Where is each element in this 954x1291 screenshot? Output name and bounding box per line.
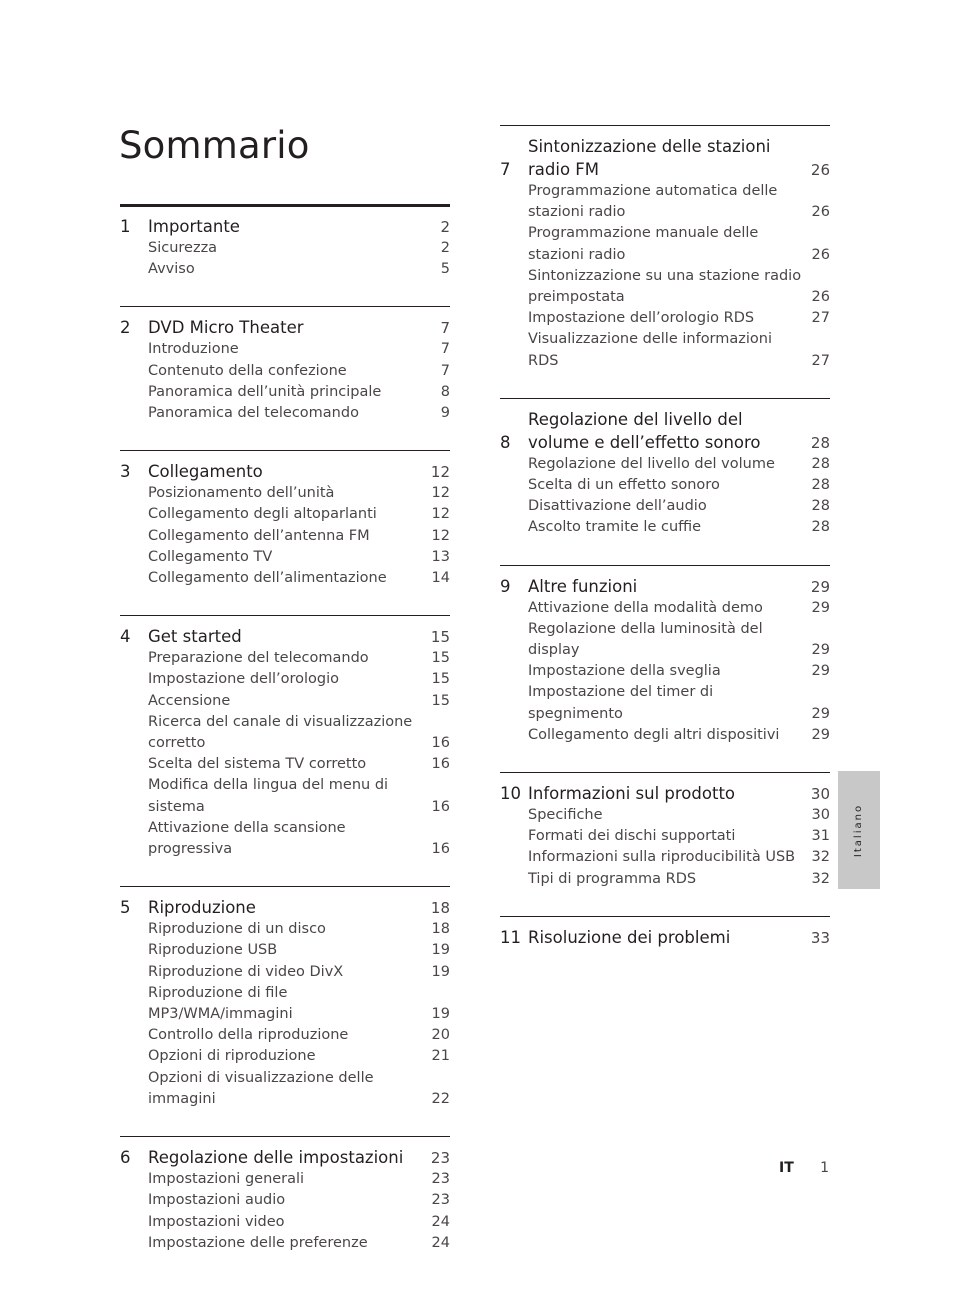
toc-entry-title: Preparazione del telecomando bbox=[148, 650, 369, 667]
toc-entry[interactable] bbox=[148, 648, 450, 669]
toc-entry[interactable] bbox=[148, 526, 450, 547]
toc-entry-page-number: 29 bbox=[811, 726, 830, 743]
section-page-number: 28 bbox=[810, 433, 830, 452]
toc-entry-title: Panoramica dell’unità principale bbox=[148, 383, 382, 400]
toc-entry[interactable] bbox=[148, 775, 450, 817]
toc-entry-page-number: 28 bbox=[811, 455, 830, 472]
toc-entry-title: Riproduzione di video DivX bbox=[148, 963, 344, 980]
toc-entry-title: Impostazione dell’orologio RDS bbox=[528, 310, 755, 327]
toc-entry-page-number: 12 bbox=[431, 485, 450, 502]
section-page-number: 12 bbox=[430, 463, 450, 482]
section-page-number: 2 bbox=[440, 218, 450, 236]
toc-entry-page-number: 28 bbox=[811, 477, 830, 494]
toc-entry-list bbox=[500, 181, 830, 372]
toc-entry[interactable] bbox=[528, 475, 830, 496]
section-title: Riproduzione bbox=[148, 898, 256, 918]
toc-entry-page-number: 16 bbox=[431, 841, 450, 858]
toc-entry-title: Collegamento dell’antenna FM bbox=[148, 527, 370, 544]
toc-entry[interactable] bbox=[528, 869, 830, 890]
toc-entry[interactable] bbox=[148, 1068, 450, 1110]
toc-entry[interactable] bbox=[148, 1233, 450, 1254]
toc-entry-list bbox=[120, 919, 450, 1110]
toc-entry-title: Avviso bbox=[148, 261, 195, 278]
toc-entry-title: Riproduzione di un disco bbox=[148, 921, 326, 938]
toc-entry-page-number: 14 bbox=[431, 570, 450, 587]
toc-section-heading[interactable] bbox=[120, 1146, 450, 1169]
toc-entry-list bbox=[120, 648, 450, 860]
toc-section bbox=[120, 204, 450, 280]
section-page-number: 29 bbox=[810, 577, 830, 596]
toc-entry-title: Posizionamento dell’unità bbox=[148, 485, 335, 502]
toc-entry[interactable] bbox=[148, 940, 450, 961]
toc-entry-page-number: 26 bbox=[811, 289, 830, 306]
toc-section bbox=[500, 916, 830, 949]
toc-section-heading[interactable] bbox=[120, 215, 450, 238]
toc-entry-title: Impostazione del timer di spegnimento bbox=[528, 684, 714, 722]
toc-entry-page-number: 16 bbox=[431, 798, 450, 815]
toc-entry[interactable] bbox=[528, 496, 830, 517]
toc-section-heading[interactable] bbox=[120, 896, 450, 919]
toc-entry-list bbox=[120, 483, 450, 589]
toc-entry-title: Regolazione della luminosità del display bbox=[528, 620, 763, 659]
toc-entry-title: Disattivazione dell’audio bbox=[528, 498, 707, 515]
toc-entry-page-number: 7 bbox=[440, 362, 450, 379]
toc-entry[interactable] bbox=[148, 238, 450, 259]
toc-entry-page-number: 8 bbox=[440, 383, 450, 400]
section-number: 5 bbox=[120, 898, 131, 918]
toc-entry-page-number: 26 bbox=[811, 246, 830, 263]
toc-entry-title: Impostazione dell’orologio bbox=[148, 671, 340, 688]
toc-entry-page-number: 32 bbox=[811, 849, 830, 866]
section-title: Importante bbox=[148, 217, 240, 236]
toc-entry[interactable] bbox=[528, 826, 830, 847]
toc-entry-page-number: 19 bbox=[431, 963, 450, 980]
toc-entry-title: Tipi di programma RDS bbox=[528, 870, 697, 887]
toc-entry[interactable] bbox=[148, 1190, 450, 1211]
toc-entry[interactable] bbox=[148, 818, 450, 860]
toc-section-heading[interactable] bbox=[500, 782, 830, 805]
section-page-number: 7 bbox=[440, 319, 450, 338]
toc-section bbox=[500, 398, 830, 539]
toc-entry-page-number: 31 bbox=[811, 828, 830, 845]
section-page-number: 18 bbox=[430, 899, 450, 918]
toc-entry[interactable] bbox=[528, 223, 830, 265]
toc-entry-page-number: 29 bbox=[811, 642, 830, 659]
toc-entry-title: Collegamento degli altoparlanti bbox=[148, 506, 377, 523]
section-number: 7 bbox=[500, 160, 511, 179]
toc-entry[interactable] bbox=[528, 661, 830, 682]
toc-section bbox=[120, 306, 450, 424]
section-title: Get started bbox=[148, 627, 242, 647]
toc-entry-page-number: 19 bbox=[431, 942, 450, 959]
section-page-number: 15 bbox=[430, 628, 450, 647]
section-number: 11 bbox=[500, 927, 521, 947]
toc-entry-title: Impostazione delle preferenze bbox=[148, 1234, 368, 1251]
toc-entry-title: Opzioni di riproduzione bbox=[148, 1048, 316, 1065]
toc-entry-title: Impostazioni video bbox=[148, 1213, 285, 1230]
toc-entry-title: Visualizzazione delle informazioni RDS bbox=[528, 331, 773, 369]
toc-entry-page-number: 18 bbox=[431, 921, 450, 938]
toc-section bbox=[120, 886, 450, 1110]
toc-entry-title: Opzioni di visualizzazione delle immagini bbox=[148, 1069, 374, 1107]
toc-entry-list bbox=[120, 339, 450, 424]
section-title: Altre funzioni bbox=[528, 576, 638, 596]
toc-entry-page-number: 16 bbox=[431, 756, 450, 773]
toc-entry-title: Riproduzione di file MP3/WMA/immagini bbox=[148, 984, 293, 1023]
section-number: 3 bbox=[120, 462, 131, 482]
language-tab-label: Italiano bbox=[853, 803, 865, 857]
toc-entry-page-number: 23 bbox=[431, 1192, 450, 1209]
toc-entry-title: Accensione bbox=[148, 692, 231, 709]
footer-language-code: IT bbox=[779, 1160, 794, 1176]
toc-section-heading[interactable] bbox=[120, 625, 450, 648]
toc-entry[interactable] bbox=[148, 1169, 450, 1190]
toc-entry-list bbox=[120, 1169, 450, 1254]
toc-entry[interactable] bbox=[528, 725, 830, 746]
toc-entry-title: Modifica della lingua del menu di sistema bbox=[148, 777, 389, 815]
toc-entry[interactable] bbox=[528, 682, 830, 724]
page-footer bbox=[740, 1160, 829, 1180]
toc-entry-title: Informazioni sulla riproducibilità USB bbox=[528, 849, 796, 866]
toc-entry-page-number: 15 bbox=[431, 650, 450, 667]
toc-entry[interactable] bbox=[528, 329, 830, 371]
toc-entry-title: Impostazione della sveglia bbox=[528, 663, 721, 680]
footer-page-number: 1 bbox=[820, 1160, 829, 1176]
toc-entry-title: Programmazione automatica delle stazioni radio bbox=[528, 183, 778, 221]
section-page-number: 33 bbox=[810, 928, 830, 947]
toc-entry-title: Collegamento TV bbox=[148, 548, 273, 565]
language-side-tab bbox=[838, 771, 880, 889]
section-number: 9 bbox=[500, 576, 511, 596]
toc-section bbox=[120, 450, 450, 589]
section-title: Collegamento bbox=[148, 462, 263, 482]
toc-entry[interactable] bbox=[148, 339, 450, 360]
toc-entry-list bbox=[500, 598, 830, 746]
toc-entry-title: Introduzione bbox=[148, 341, 239, 358]
toc-entry-title: Programmazione manuale delle stazioni radio bbox=[528, 225, 759, 263]
toc-entry-page-number: 29 bbox=[811, 663, 830, 680]
section-title: Regolazione del livello del volume e dell’effetto sonoro bbox=[528, 409, 761, 452]
toc-entry-page-number: 27 bbox=[811, 310, 830, 327]
toc-entry-title: Contenuto della confezione bbox=[148, 362, 347, 379]
toc-entry-page-number: 28 bbox=[811, 519, 830, 536]
toc-entry-title: Formati dei dischi supportati bbox=[528, 828, 736, 845]
toc-entry-page-number: 32 bbox=[811, 870, 830, 887]
section-title: DVD Micro Theater bbox=[148, 318, 304, 338]
toc-entry[interactable] bbox=[148, 1025, 450, 1046]
toc-entry-title: Collegamento degli altri dispositivi bbox=[528, 726, 780, 743]
toc-entry-page-number: 15 bbox=[431, 671, 450, 688]
toc-entry-title: Impostazioni audio bbox=[148, 1192, 286, 1209]
section-number: 8 bbox=[500, 432, 511, 452]
toc-section bbox=[500, 565, 830, 746]
toc-entry-page-number: 29 bbox=[811, 599, 830, 616]
toc-entry-page-number: 27 bbox=[811, 352, 830, 369]
toc-entry-list bbox=[120, 238, 450, 280]
section-title: Sintonizzazione delle stazioni radio FM bbox=[528, 137, 771, 179]
toc-entry-page-number: 28 bbox=[811, 498, 830, 515]
section-page-number: 23 bbox=[430, 1149, 450, 1168]
toc-entry[interactable] bbox=[148, 403, 450, 424]
toc-entry-page-number: 24 bbox=[431, 1234, 450, 1251]
toc-entry[interactable] bbox=[528, 598, 830, 619]
section-number: 6 bbox=[120, 1148, 131, 1168]
toc-entry-page-number: 23 bbox=[431, 1171, 450, 1188]
toc-entry[interactable] bbox=[528, 454, 830, 475]
toc-entry-page-number: 2 bbox=[440, 240, 450, 256]
toc-entry-title: Attivazione della modalità demo bbox=[528, 599, 763, 616]
toc-entry-page-number: 12 bbox=[431, 527, 450, 544]
toc-entry-title: Regolazione del livello del volume bbox=[528, 455, 775, 472]
toc-entry-title: Controllo della riproduzione bbox=[148, 1027, 349, 1044]
toc-section-heading[interactable] bbox=[500, 408, 830, 454]
section-number: 1 bbox=[120, 217, 131, 236]
toc-entry[interactable] bbox=[148, 568, 450, 589]
toc-section-heading[interactable] bbox=[500, 135, 830, 181]
toc-section bbox=[120, 1136, 450, 1254]
section-page-number: 30 bbox=[810, 785, 830, 804]
toc-entry-page-number: 21 bbox=[431, 1048, 450, 1065]
toc-section bbox=[120, 615, 450, 860]
toc-entry[interactable] bbox=[528, 181, 830, 223]
toc-entry-page-number: 7 bbox=[440, 341, 450, 358]
toc-entry-page-number: 9 bbox=[440, 405, 450, 422]
toc-entry[interactable] bbox=[148, 504, 450, 525]
section-title: Informazioni sul prodotto bbox=[528, 784, 736, 804]
toc-entry-title: Specifiche bbox=[528, 807, 603, 824]
toc-entry-page-number: 20 bbox=[431, 1027, 450, 1044]
toc-entry-title: Sintonizzazione su una stazione radio preimpostata bbox=[528, 267, 802, 306]
toc-entry[interactable] bbox=[528, 805, 830, 826]
toc-entry-title: Riproduzione USB bbox=[148, 942, 278, 959]
toc-entry-title: Sicurezza bbox=[148, 240, 218, 256]
toc-entry[interactable] bbox=[528, 517, 830, 538]
toc-entry[interactable] bbox=[528, 619, 830, 661]
toc-entry[interactable] bbox=[148, 919, 450, 940]
toc-entry[interactable] bbox=[528, 308, 830, 329]
toc-section bbox=[500, 772, 830, 890]
toc-entry-page-number: 13 bbox=[431, 548, 450, 565]
toc-entry-list bbox=[500, 454, 830, 539]
toc-entry[interactable] bbox=[148, 361, 450, 382]
toc-entry-title: Ricerca del canale di visualizzazione corretto bbox=[148, 713, 413, 752]
toc-entry[interactable] bbox=[148, 712, 450, 754]
toc-entry-page-number: 29 bbox=[811, 705, 830, 722]
toc-section-heading[interactable] bbox=[500, 926, 830, 949]
toc-entry[interactable] bbox=[528, 847, 830, 868]
toc-entry-page-number: 22 bbox=[431, 1090, 450, 1107]
page-title: Sommario bbox=[119, 124, 310, 167]
toc-entry-title: Scelta del sistema TV corretto bbox=[148, 756, 367, 773]
toc-entry-title: Impostazioni generali bbox=[148, 1171, 305, 1188]
toc-entry-title: Scelta di un effetto sonoro bbox=[528, 477, 720, 494]
toc-entry[interactable] bbox=[148, 754, 450, 775]
toc-section bbox=[500, 125, 830, 372]
toc-entry[interactable] bbox=[148, 483, 450, 504]
toc-right-column bbox=[500, 125, 830, 975]
toc-section-heading[interactable] bbox=[120, 316, 450, 339]
toc-section-heading[interactable] bbox=[120, 460, 450, 483]
toc-entry[interactable] bbox=[148, 1212, 450, 1233]
section-number: 4 bbox=[120, 627, 131, 647]
section-title: Regolazione delle impostazioni bbox=[148, 1148, 404, 1168]
toc-entry[interactable] bbox=[148, 1046, 450, 1067]
toc-entry-page-number: 16 bbox=[431, 735, 450, 752]
toc-entry[interactable] bbox=[148, 547, 450, 568]
toc-entry-page-number: 19 bbox=[431, 1006, 450, 1023]
toc-entry[interactable] bbox=[148, 691, 450, 712]
toc-entry-page-number: 24 bbox=[431, 1213, 450, 1230]
toc-section-heading[interactable] bbox=[500, 575, 830, 598]
section-number: 10 bbox=[500, 784, 521, 804]
toc-entry[interactable] bbox=[148, 669, 450, 690]
toc-entry[interactable] bbox=[148, 259, 450, 280]
section-page-number: 26 bbox=[810, 161, 830, 179]
toc-entry[interactable] bbox=[148, 382, 450, 403]
section-number: 2 bbox=[120, 318, 131, 338]
toc-entry-title: Panoramica del telecomando bbox=[148, 405, 359, 422]
toc-entry-list bbox=[500, 805, 830, 890]
toc-entry-page-number: 30 bbox=[811, 807, 830, 824]
toc-entry-title: Ascolto tramite le cuffie bbox=[528, 519, 702, 536]
toc-entry-page-number: 26 bbox=[811, 204, 830, 221]
toc-entry[interactable] bbox=[148, 962, 450, 983]
toc-entry-page-number: 15 bbox=[431, 692, 450, 709]
section-title: Risoluzione dei problemi bbox=[528, 927, 731, 947]
toc-entry-title: Attivazione della scansione progressiva bbox=[148, 819, 346, 858]
toc-entry[interactable] bbox=[148, 983, 450, 1025]
toc-left-column bbox=[120, 204, 450, 1280]
toc-entry-title: Collegamento dell’alimentazione bbox=[148, 570, 387, 587]
toc-entry-page-number: 5 bbox=[440, 261, 450, 278]
toc-entry-page-number: 12 bbox=[431, 506, 450, 523]
toc-entry[interactable] bbox=[528, 266, 830, 308]
